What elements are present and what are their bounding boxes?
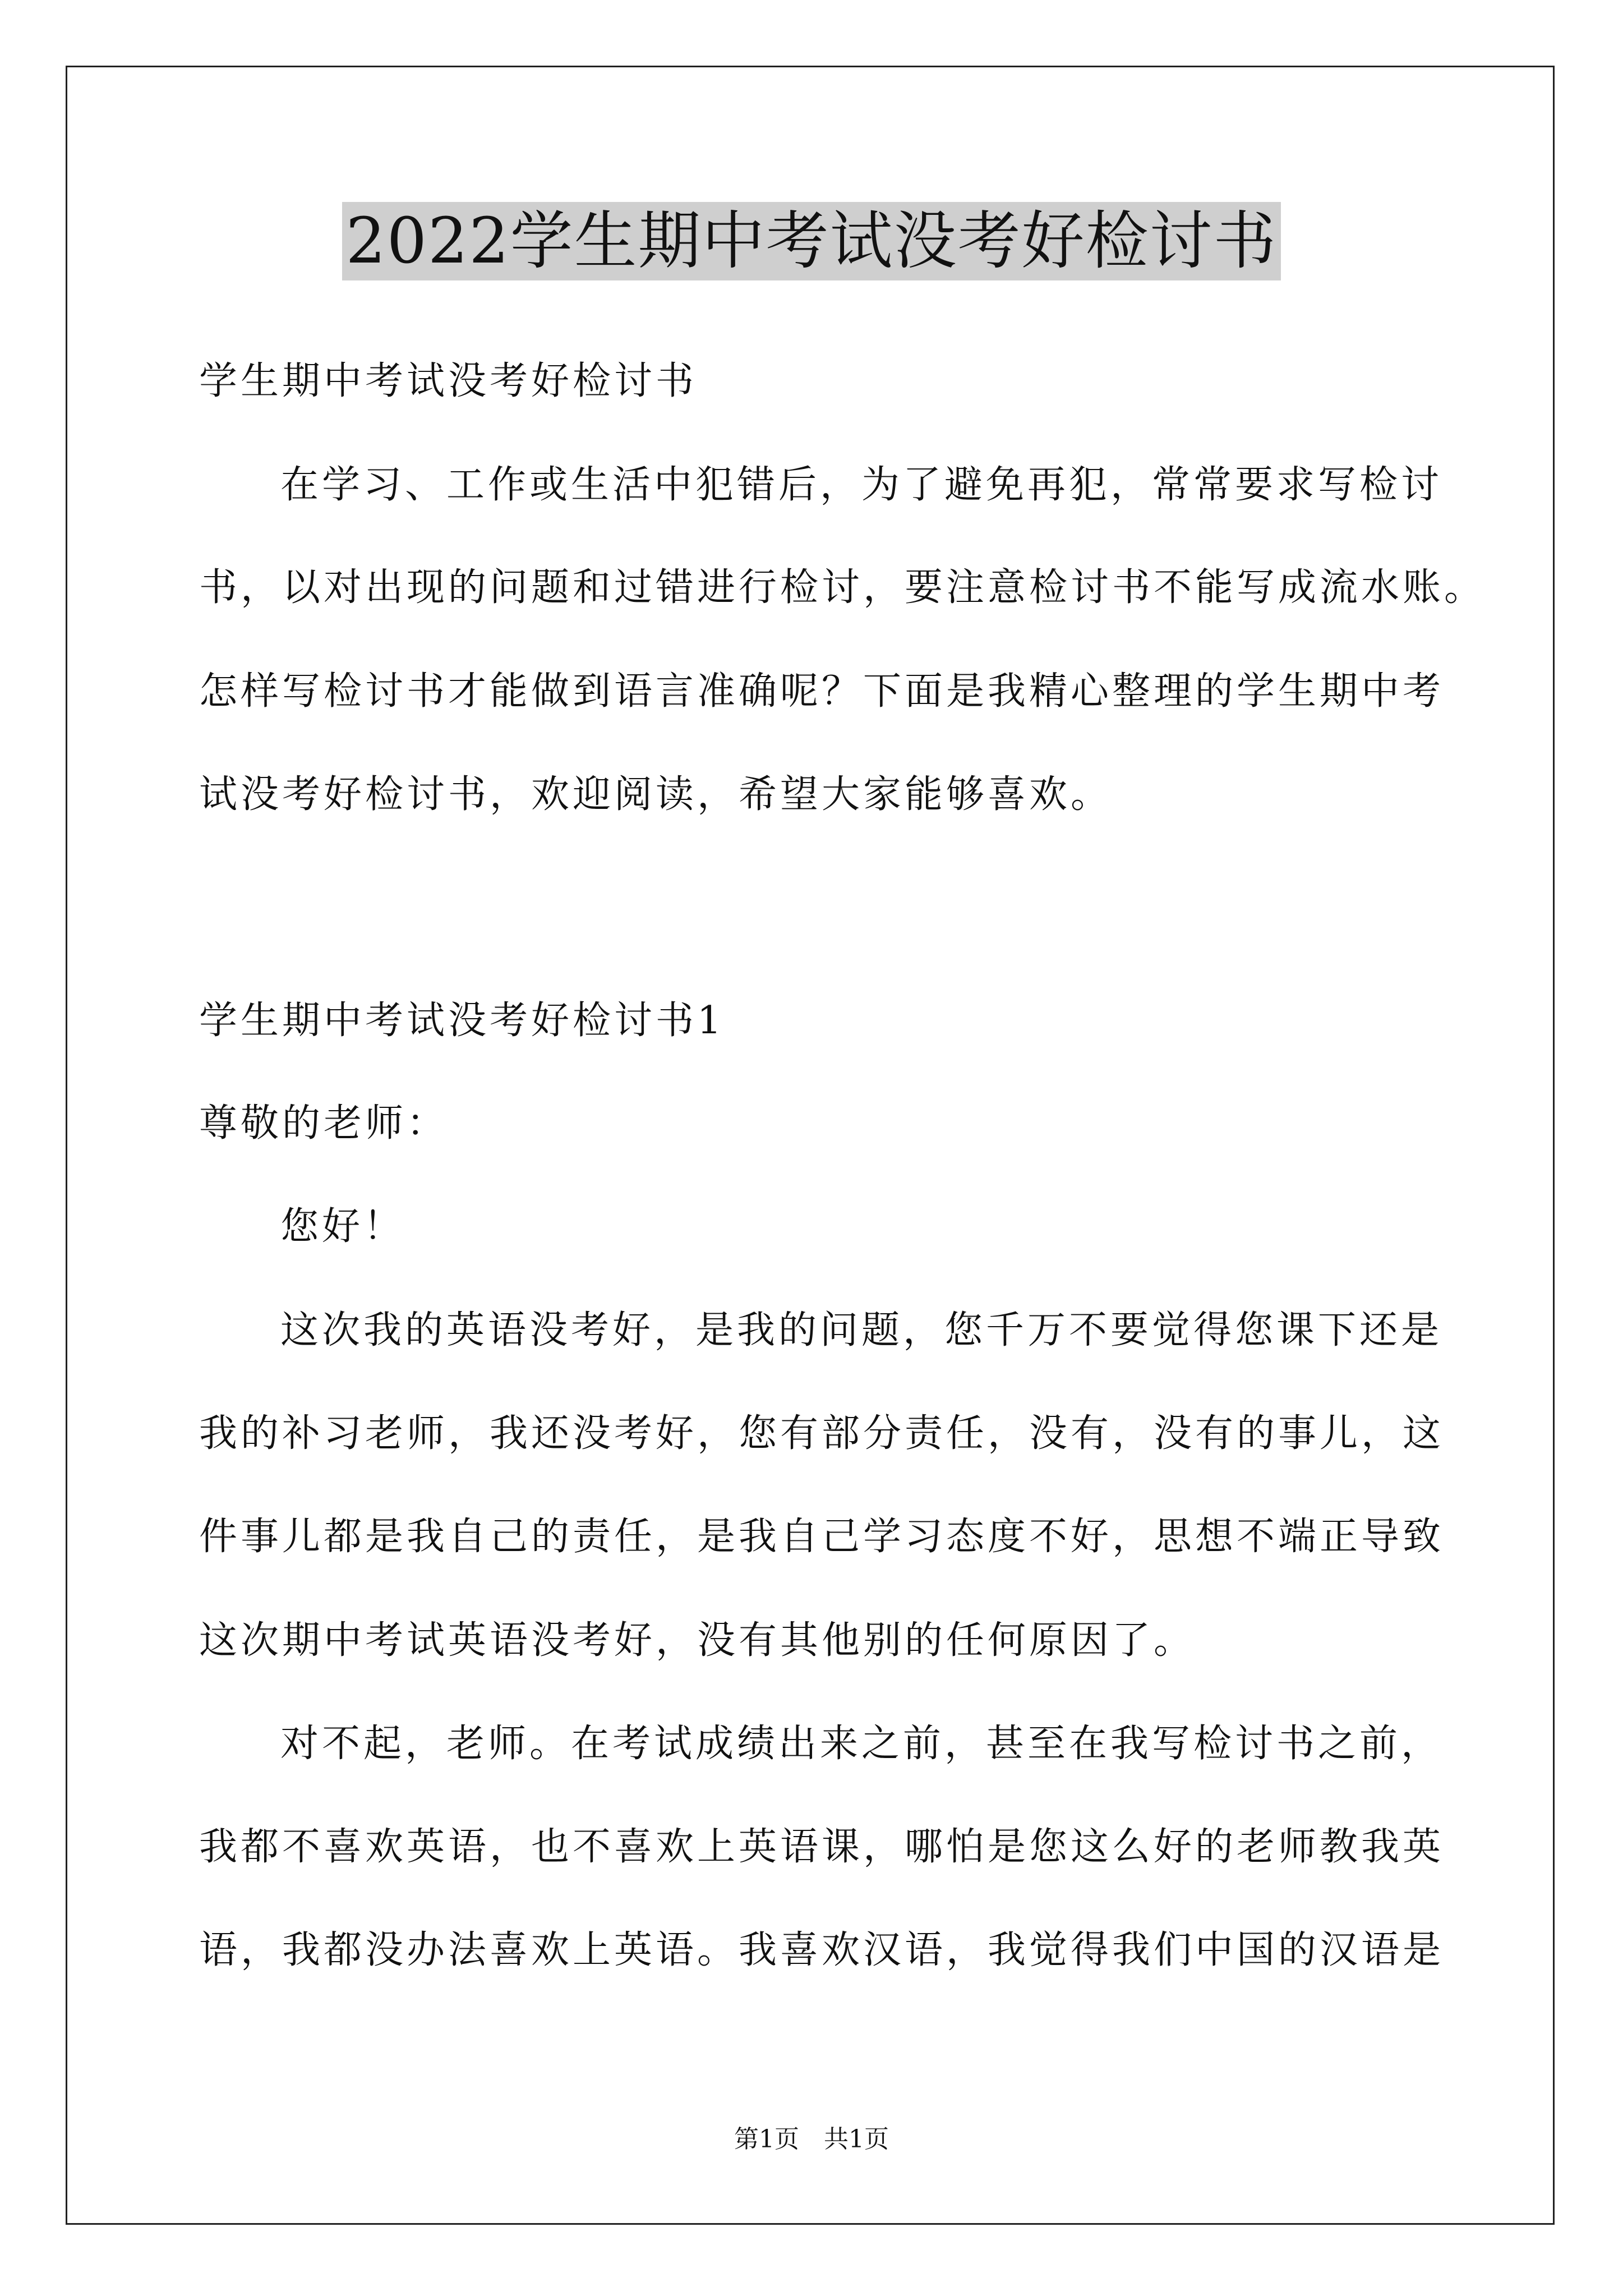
paragraph-line: 语，我都没办法喜欢上英语。我喜欢汉语，我觉得我们中国的汉语是 (199, 1928, 1445, 1972)
paragraph-line: 这次期中考试英语没考好，没有其他别的任何原因了。 (199, 1618, 1196, 1663)
paragraph-line: 书，以对出现的问题和过错进行检讨，要注意检讨书不能写成流水账。 (199, 565, 1486, 610)
paragraph-line: 这次我的英语没考好，是我的问题，您千万不要觉得您课下还是 (280, 1308, 1443, 1352)
paragraph-line: 在学习、工作或生活中犯错后，为了避免再犯，常常要求写检讨 (280, 463, 1443, 507)
paragraph-line: 我的补习老师，我还没考好，您有部分责任，没有，没有的事儿，这 (199, 1411, 1445, 1456)
paragraph-line: 怎样写检讨书才能做到语言准确呢？下面是我精心整理的学生期中考 (199, 669, 1445, 714)
paragraph-line: 对不起，老师。在考试成绩出来之前，甚至在我写检讨书之前， (280, 1722, 1443, 1766)
paragraph-line: 试没考好检讨书，欢迎阅读，希望大家能够喜欢。 (199, 772, 1113, 817)
paragraph-line: 件事儿都是我自己的责任，是我自己学习态度不好，思想不端正导致 (199, 1515, 1445, 1559)
document-title: 2022学生期中考试没考好检讨书 (342, 202, 1280, 280)
section-heading: 学生期中考试没考好检讨书1 (199, 999, 725, 1043)
page-footer: 第1页 共1页 (734, 2125, 889, 2154)
salutation: 尊敬的老师： (199, 1101, 449, 1145)
greeting: 您好！ (280, 1204, 405, 1249)
title-container (0, 202, 1623, 280)
paragraph-line: 我都不喜欢英语，也不喜欢上英语课，哪怕是您这么好的老师教我英 (199, 1825, 1445, 1869)
intro-heading: 学生期中考试没考好检讨书 (199, 359, 698, 403)
